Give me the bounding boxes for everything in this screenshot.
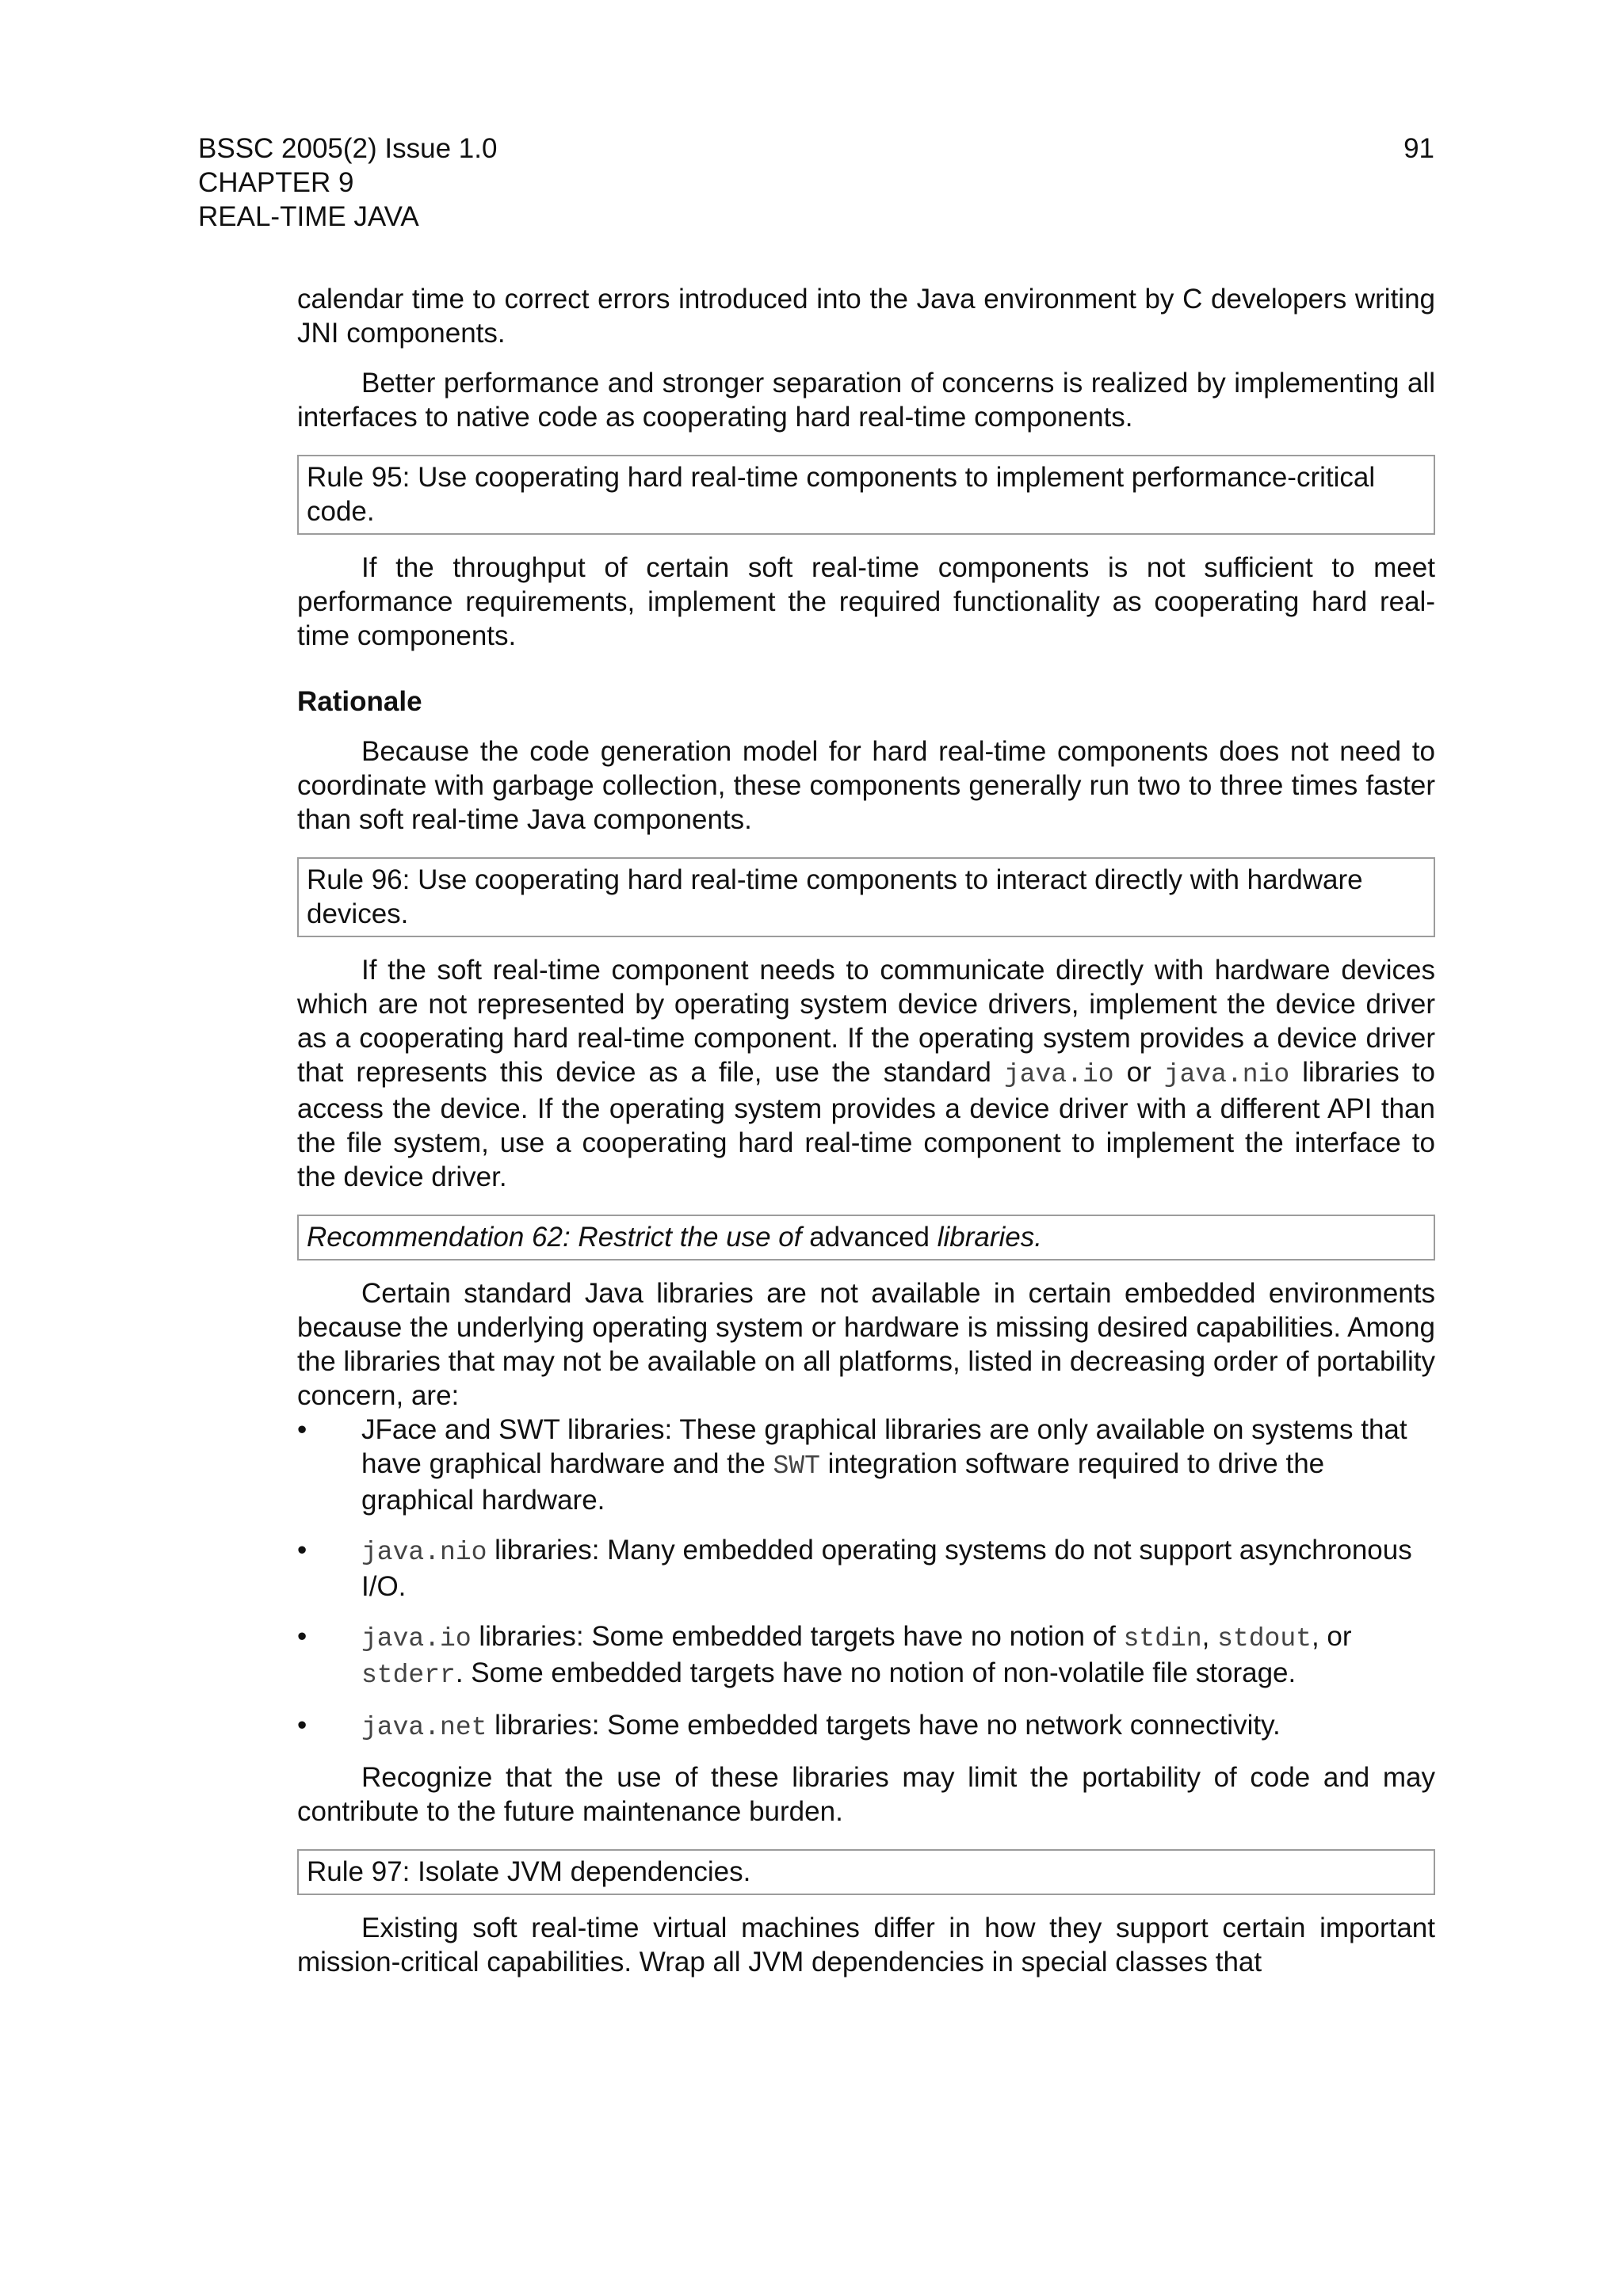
recommendation-62-text [307,1220,1426,1254]
rule-95-box [297,455,1435,535]
bullet-marker: • [297,1414,307,1445]
bullet-3-text-d: . Some embedded targets have no notion of non-volatile file storage. [455,1657,1296,1688]
paragraph-2: Better performance and stronger separation of concerns is realized by implementing all interfaces to native code as cooperating hard real-time components. [297,368,1435,433]
recommendation-62-text-c: libraries. [930,1222,1042,1253]
page-body [297,282,1435,1979]
rule-96-text: Rule 96: Use cooperating hard real-time components to interact directly with hardware devices. [307,864,1363,929]
paragraph-5 [297,953,1435,1194]
paragraph-5-text-a: If the soft real-time component needs to communicate directly with hardware devices which are not represented by operating system device drivers, implement the device driver as a cooperating hard real-time component. If the operating system provides a device driver that represents this device as a file, use the standard [297,955,1435,1088]
list-item [297,1708,1435,1745]
document-id: BSSC 2005(2) Issue 1.0 [198,133,498,164]
code-java-io: java.io [361,1624,472,1653]
bullet-marker: • [297,1621,307,1652]
code-java-io: java.io [1003,1060,1114,1089]
rationale-heading: Rationale [297,686,422,717]
paragraph-5-text-b: or [1113,1057,1164,1088]
rule-97-text: Rule 97: Isolate JVM dependencies. [307,1856,751,1887]
paragraph-3: If the throughput of certain soft real-time components is not sufficient to meet performance requirements, implement the required functionality as cooperating hard real-time components. [297,552,1435,651]
bullet-3-text-a: libraries: Some embedded targets have no notion of [471,1621,1124,1652]
list-item [297,1413,1435,1517]
recommendation-62-text-a: Recommendation 62: Restrict the use of [307,1222,810,1253]
library-list [297,1413,1435,1745]
rule-96-box [297,857,1435,937]
paragraph-6: Certain standard Java libraries are not available in certain embedded environments because the underlying operating system or hardware is missing desired capabilities. Among the libraries that may not be available on all platforms, listed in decreasing order of portability concern, are: [297,1278,1435,1411]
paragraph-8: Existing soft real-time virtual machines differ in how they support certain important mission-critical capabilities. Wrap all JVM dependencies in special classes that [297,1913,1435,1978]
bullet-3-text-b: , [1201,1621,1218,1652]
recommendation-62-box [297,1215,1435,1261]
list-item [297,1533,1435,1604]
bullet-4-text-a: libraries: Some embedded targets have no network connectivity. [487,1710,1281,1741]
chapter-number: CHAPTER 9 [198,167,354,198]
code-stderr: stderr [361,1661,456,1690]
bullet-2-text-a: libraries: Many embedded operating systems do not support asynchronous I/O. [361,1535,1412,1602]
bullet-marker: • [297,1710,307,1741]
bullet-1-text-b: integration software required to drive the graphical hardware. [361,1448,1325,1516]
code-swt: SWT [773,1451,820,1481]
paragraph-5-text-c: libraries to access the device. If the operating system provides a device driver with a different API than the file system, use a cooperating hard real-time component to implement the interface to the device driver. [297,1057,1435,1192]
paragraph-4: Because the code generation model for hard real-time components does not need to coordinate with garbage collection, these components generally run two to three times faster than soft real-time Java components. [297,736,1435,835]
bullet-marker: • [297,1535,307,1566]
code-java-net: java.net [361,1713,487,1742]
recommendation-62-text-b: advanced [809,1222,930,1253]
chapter-title: REAL-TIME JAVA [198,201,419,232]
page-header [198,132,1434,234]
paragraph-1: calendar time to correct errors introduced into the Java environment by C developers writing JNI components. [297,284,1435,349]
rule-97-box [297,1849,1435,1895]
code-java-nio: java.nio [361,1538,487,1567]
code-java-nio: java.nio [1163,1060,1290,1089]
page-number: 91 [1403,133,1434,164]
code-stdin: stdin [1123,1624,1202,1653]
list-item [297,1619,1435,1692]
rule-95-text: Rule 95: Use cooperating hard real-time components to implement performance-critical code. [307,462,1376,527]
bullet-3-text-c: , or [1311,1621,1352,1652]
bullet-1-text-a: JFace and SWT libraries: These graphical libraries are only available on systems that have graphical hardware and the [361,1414,1407,1479]
code-stdout: stdout [1217,1624,1312,1653]
paragraph-7: Recognize that the use of these libraries may limit the portability of code and may contribute to the future maintenance burden. [297,1762,1435,1827]
